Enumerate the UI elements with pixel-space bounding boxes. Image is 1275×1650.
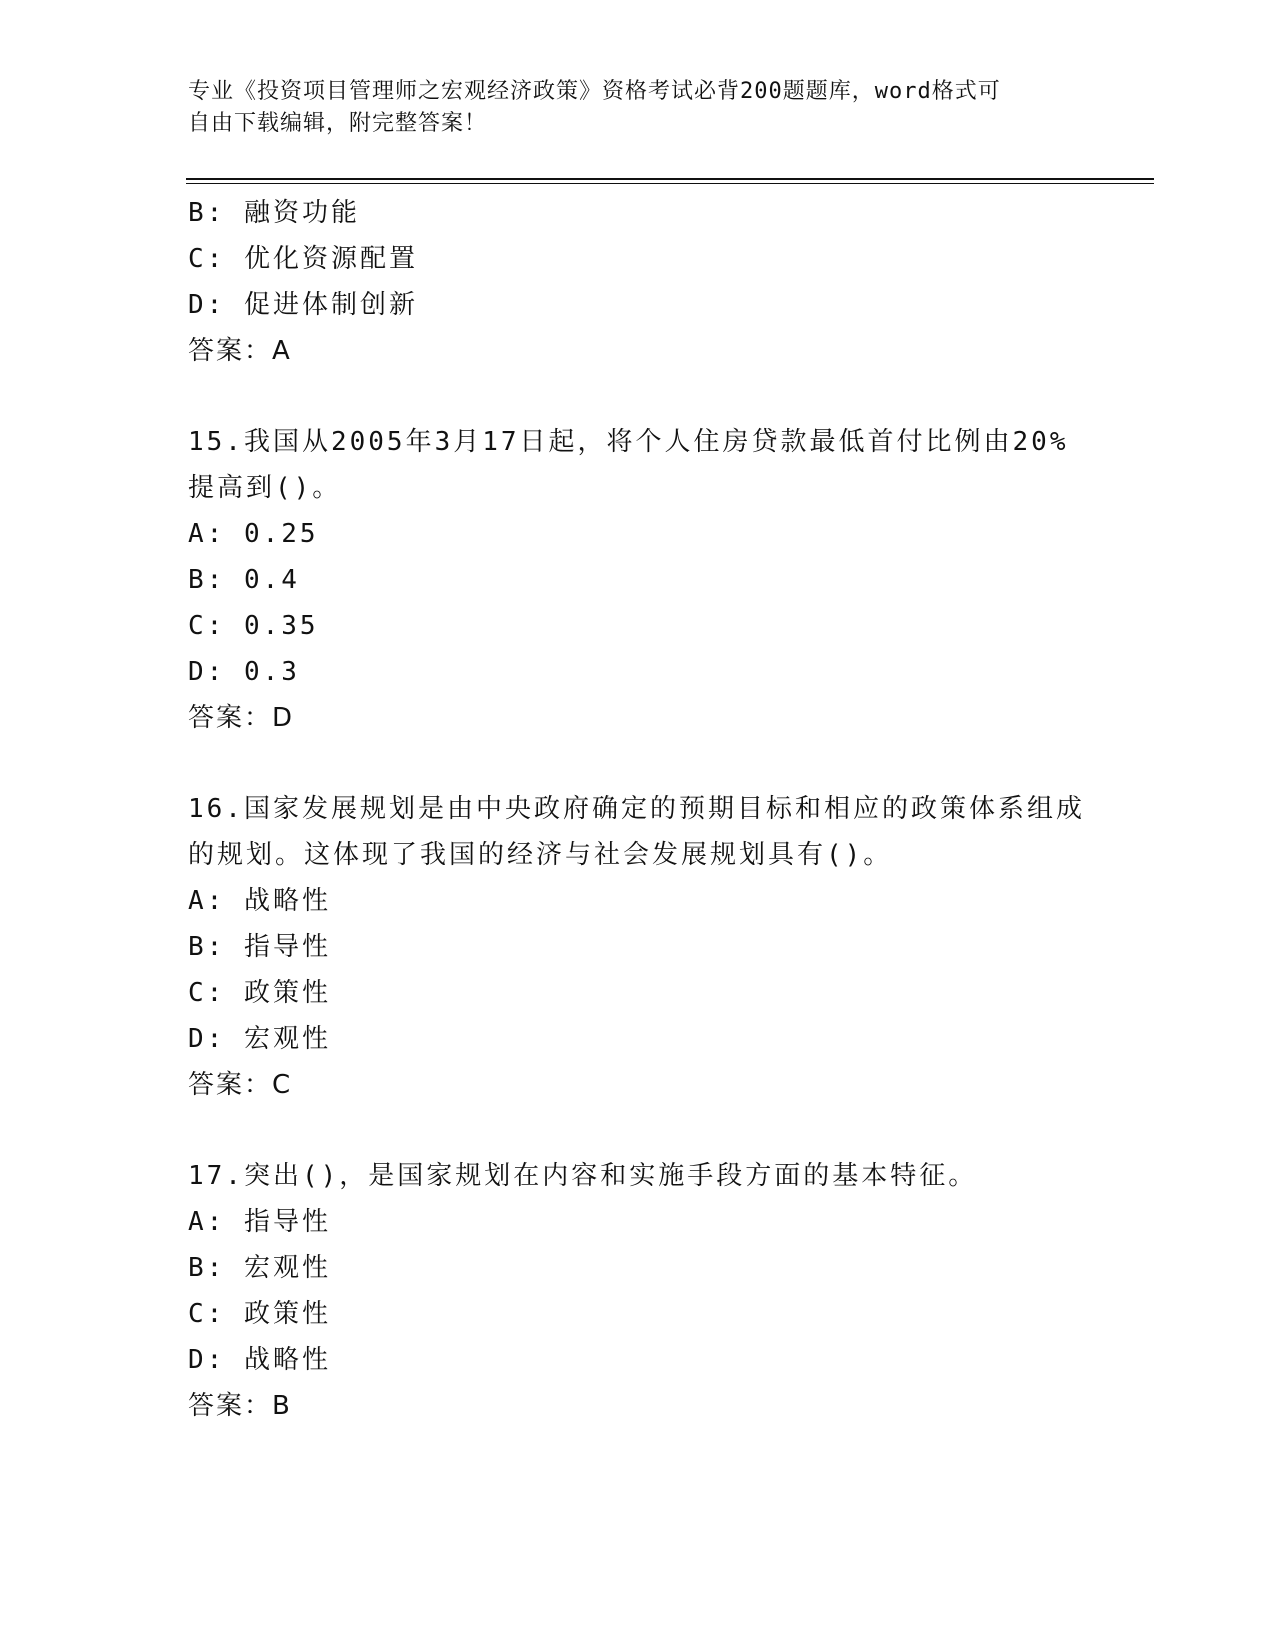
document-header (188, 76, 1068, 140)
answer-line: 答案：A (188, 336, 292, 366)
header-line-2: 自由下载编辑，附完整答案！ (188, 111, 488, 136)
question-text-line-2: 提高到()。 (188, 473, 342, 503)
option-a: A: 指导性 (188, 1207, 331, 1237)
option-d: D: 宏观性 (188, 1024, 331, 1054)
question-17 (188, 1153, 1088, 1429)
answer-line: 答案：C (188, 1070, 293, 1100)
question-continued (188, 190, 1088, 374)
option-a: A: 0.25 (188, 519, 319, 549)
question-16 (188, 786, 1088, 1108)
header-line-1: 专业《投资项目管理师之宏观经济政策》资格考试必背200题题库，word格式可 (188, 79, 1001, 104)
spacer (188, 374, 1088, 419)
spacer (188, 741, 1088, 786)
option-d: D: 0.3 (188, 657, 300, 687)
option-c: C: 政策性 (188, 978, 331, 1008)
question-15 (188, 419, 1088, 741)
option-b: B: 0.4 (188, 565, 300, 595)
option-b: B: 融资功能 (188, 198, 360, 228)
option-d: D: 战略性 (188, 1345, 331, 1375)
answer-line: 答案：D (188, 703, 295, 733)
header-divider-thin (186, 183, 1154, 184)
option-d: D: 促进体制创新 (188, 290, 418, 320)
option-c: C: 0.35 (188, 611, 319, 641)
option-c: C: 优化资源配置 (188, 244, 418, 274)
option-a: A: 战略性 (188, 886, 331, 916)
option-b: B: 宏观性 (188, 1253, 331, 1283)
question-list (188, 190, 1088, 1429)
question-text-line-2: 的规划。这体现了我国的经济与社会发展规划具有()。 (188, 840, 893, 870)
option-b: B: 指导性 (188, 932, 331, 962)
answer-line: 答案：B (188, 1391, 292, 1421)
question-text-line-1: 15.我国从2005年3月17日起，将个人住房贷款最低首付比例由20% (188, 427, 1069, 457)
option-c: C: 政策性 (188, 1299, 331, 1329)
header-divider-thick (186, 178, 1154, 180)
question-text-line-1: 16.国家发展规划是由中央政府确定的预期目标和相应的政策体系组成 (188, 794, 1085, 824)
spacer (188, 1108, 1088, 1153)
question-text-line-1: 17.突出()，是国家规划在内容和实施手段方面的基本特征。 (188, 1161, 978, 1191)
